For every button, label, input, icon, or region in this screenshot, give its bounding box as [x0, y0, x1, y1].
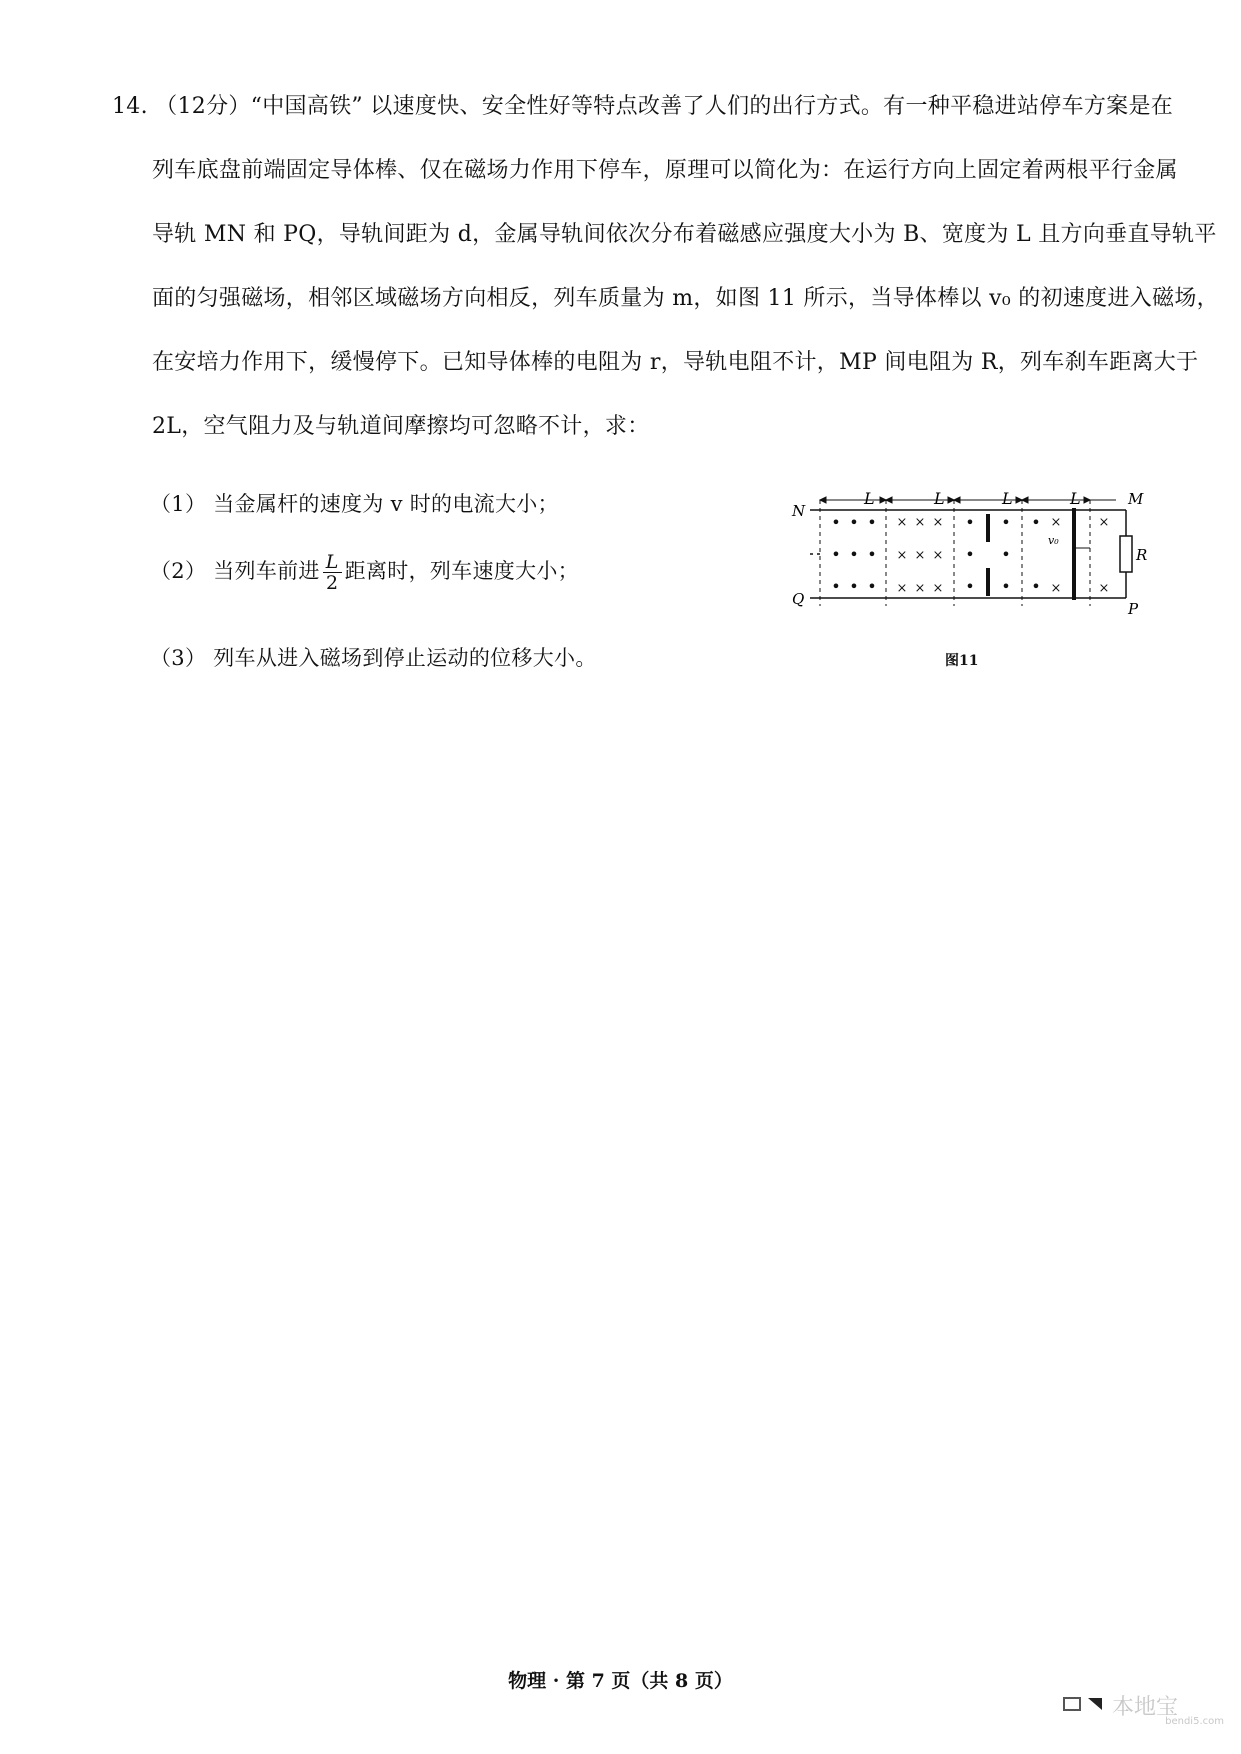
width-label-3: L	[1002, 489, 1013, 508]
figure-11-diagram	[790, 488, 1170, 638]
field-dot: •	[1031, 513, 1041, 532]
field-dot: •	[849, 545, 859, 564]
velocity-label: v₀	[1048, 534, 1059, 547]
width-label-4: L	[1070, 489, 1081, 508]
field-region-1-out	[831, 513, 876, 596]
field-cross: ×	[932, 581, 944, 596]
label-m: M	[1128, 490, 1144, 508]
fraction-l-over-2	[323, 552, 342, 593]
field-cross: ×	[1098, 581, 1110, 596]
question-1: （1） 当金属杆的速度为 v 时的电流大小；	[150, 492, 559, 516]
watermark-brand: 本地宝	[1112, 1695, 1179, 1720]
label-r: R	[1136, 546, 1148, 564]
field-dot: •	[1031, 577, 1041, 596]
resistor-circuit	[1120, 510, 1132, 598]
question-2-suffix: 距离时，列车速度大小；	[344, 559, 579, 583]
fraction-numerator: L	[323, 552, 342, 573]
field-cross: ×	[896, 515, 908, 530]
watermark	[1062, 1688, 1232, 1728]
field-dot: •	[965, 545, 975, 564]
field-cross: ×	[896, 548, 908, 563]
field-dot: •	[965, 577, 975, 596]
field-cross: ×	[932, 515, 944, 530]
question-2	[150, 552, 579, 593]
field-cross: ×	[914, 581, 926, 596]
field-dot: •	[831, 545, 841, 564]
field-dot: •	[1001, 513, 1011, 532]
label-n: N	[792, 502, 806, 520]
fraction-denominator: 2	[326, 572, 339, 594]
field-dot: •	[831, 577, 841, 596]
problem-14	[112, 92, 1219, 476]
label-q: Q	[792, 590, 805, 608]
field-cross: ×	[914, 548, 926, 563]
question-3: （3） 列车从进入磁场到停止运动的位移大小。	[150, 646, 597, 670]
field-dot: •	[867, 577, 877, 596]
width-label-1: L	[864, 489, 875, 508]
watermark-logo	[1062, 1690, 1179, 1720]
watermark-url: bendi5.com	[1165, 1716, 1224, 1727]
label-p: P	[1128, 600, 1139, 618]
field-cross: ×	[914, 515, 926, 530]
field-dot: •	[1001, 577, 1011, 596]
field-region-2-in	[897, 515, 944, 596]
field-dot: •	[849, 513, 859, 532]
field-dot: •	[867, 513, 877, 532]
field-dot: •	[965, 513, 975, 532]
problem-line-3: 导轨 MN 和 PQ，导轨间距为 d，金属导轨间依次分布着磁感应强度大小为 B、宽度为 L 且方向垂直导轨平	[152, 222, 1217, 247]
problem-line-4: 面的匀强磁场，相邻区域磁场方向相反，列车质量为 m，如图 11 所示，当导体棒以 v₀ 的初速度进入磁场，	[152, 286, 1219, 311]
figure-caption: 图11	[945, 653, 979, 669]
region-boundaries	[820, 500, 1090, 606]
field-region-4	[1031, 513, 1109, 596]
page-footer: 物理 · 第 7 页（共 8 页）	[508, 1670, 733, 1692]
field-cross: ×	[896, 581, 908, 596]
problem-line-5: 在安培力作用下，缓慢停下。已知导体棒的电阻为 r，导轨电阻不计，MP 间电阻为 R，列车刹车距离大于	[152, 350, 1199, 375]
problem-line-6: 2L，空气阻力及与轨道间摩擦均可忽略不计，求：	[152, 414, 650, 439]
field-cross: ×	[1050, 581, 1062, 596]
width-label-2: L	[934, 489, 945, 508]
field-dot: •	[831, 513, 841, 532]
field-dot: •	[867, 545, 877, 564]
field-dot: •	[849, 577, 859, 596]
field-cross: ×	[1050, 515, 1062, 530]
resistor-r	[1120, 536, 1132, 572]
problem-line-1: 14. （12分）“中国高铁” 以速度快、安全性好等特点改善了人们的出行方式。有一种平稳进站停车方案是在	[112, 94, 1174, 119]
field-cross: ×	[1098, 515, 1110, 530]
question-2-prefix: （2） 当列车前进	[150, 559, 320, 583]
field-cross: ×	[932, 548, 944, 563]
field-dot: •	[1001, 545, 1011, 564]
problem-line-2: 列车底盘前端固定导体棒、仅在磁场力作用下停车，原理可以简化为：在运行方向上固定着两根平行金属	[152, 158, 1178, 183]
